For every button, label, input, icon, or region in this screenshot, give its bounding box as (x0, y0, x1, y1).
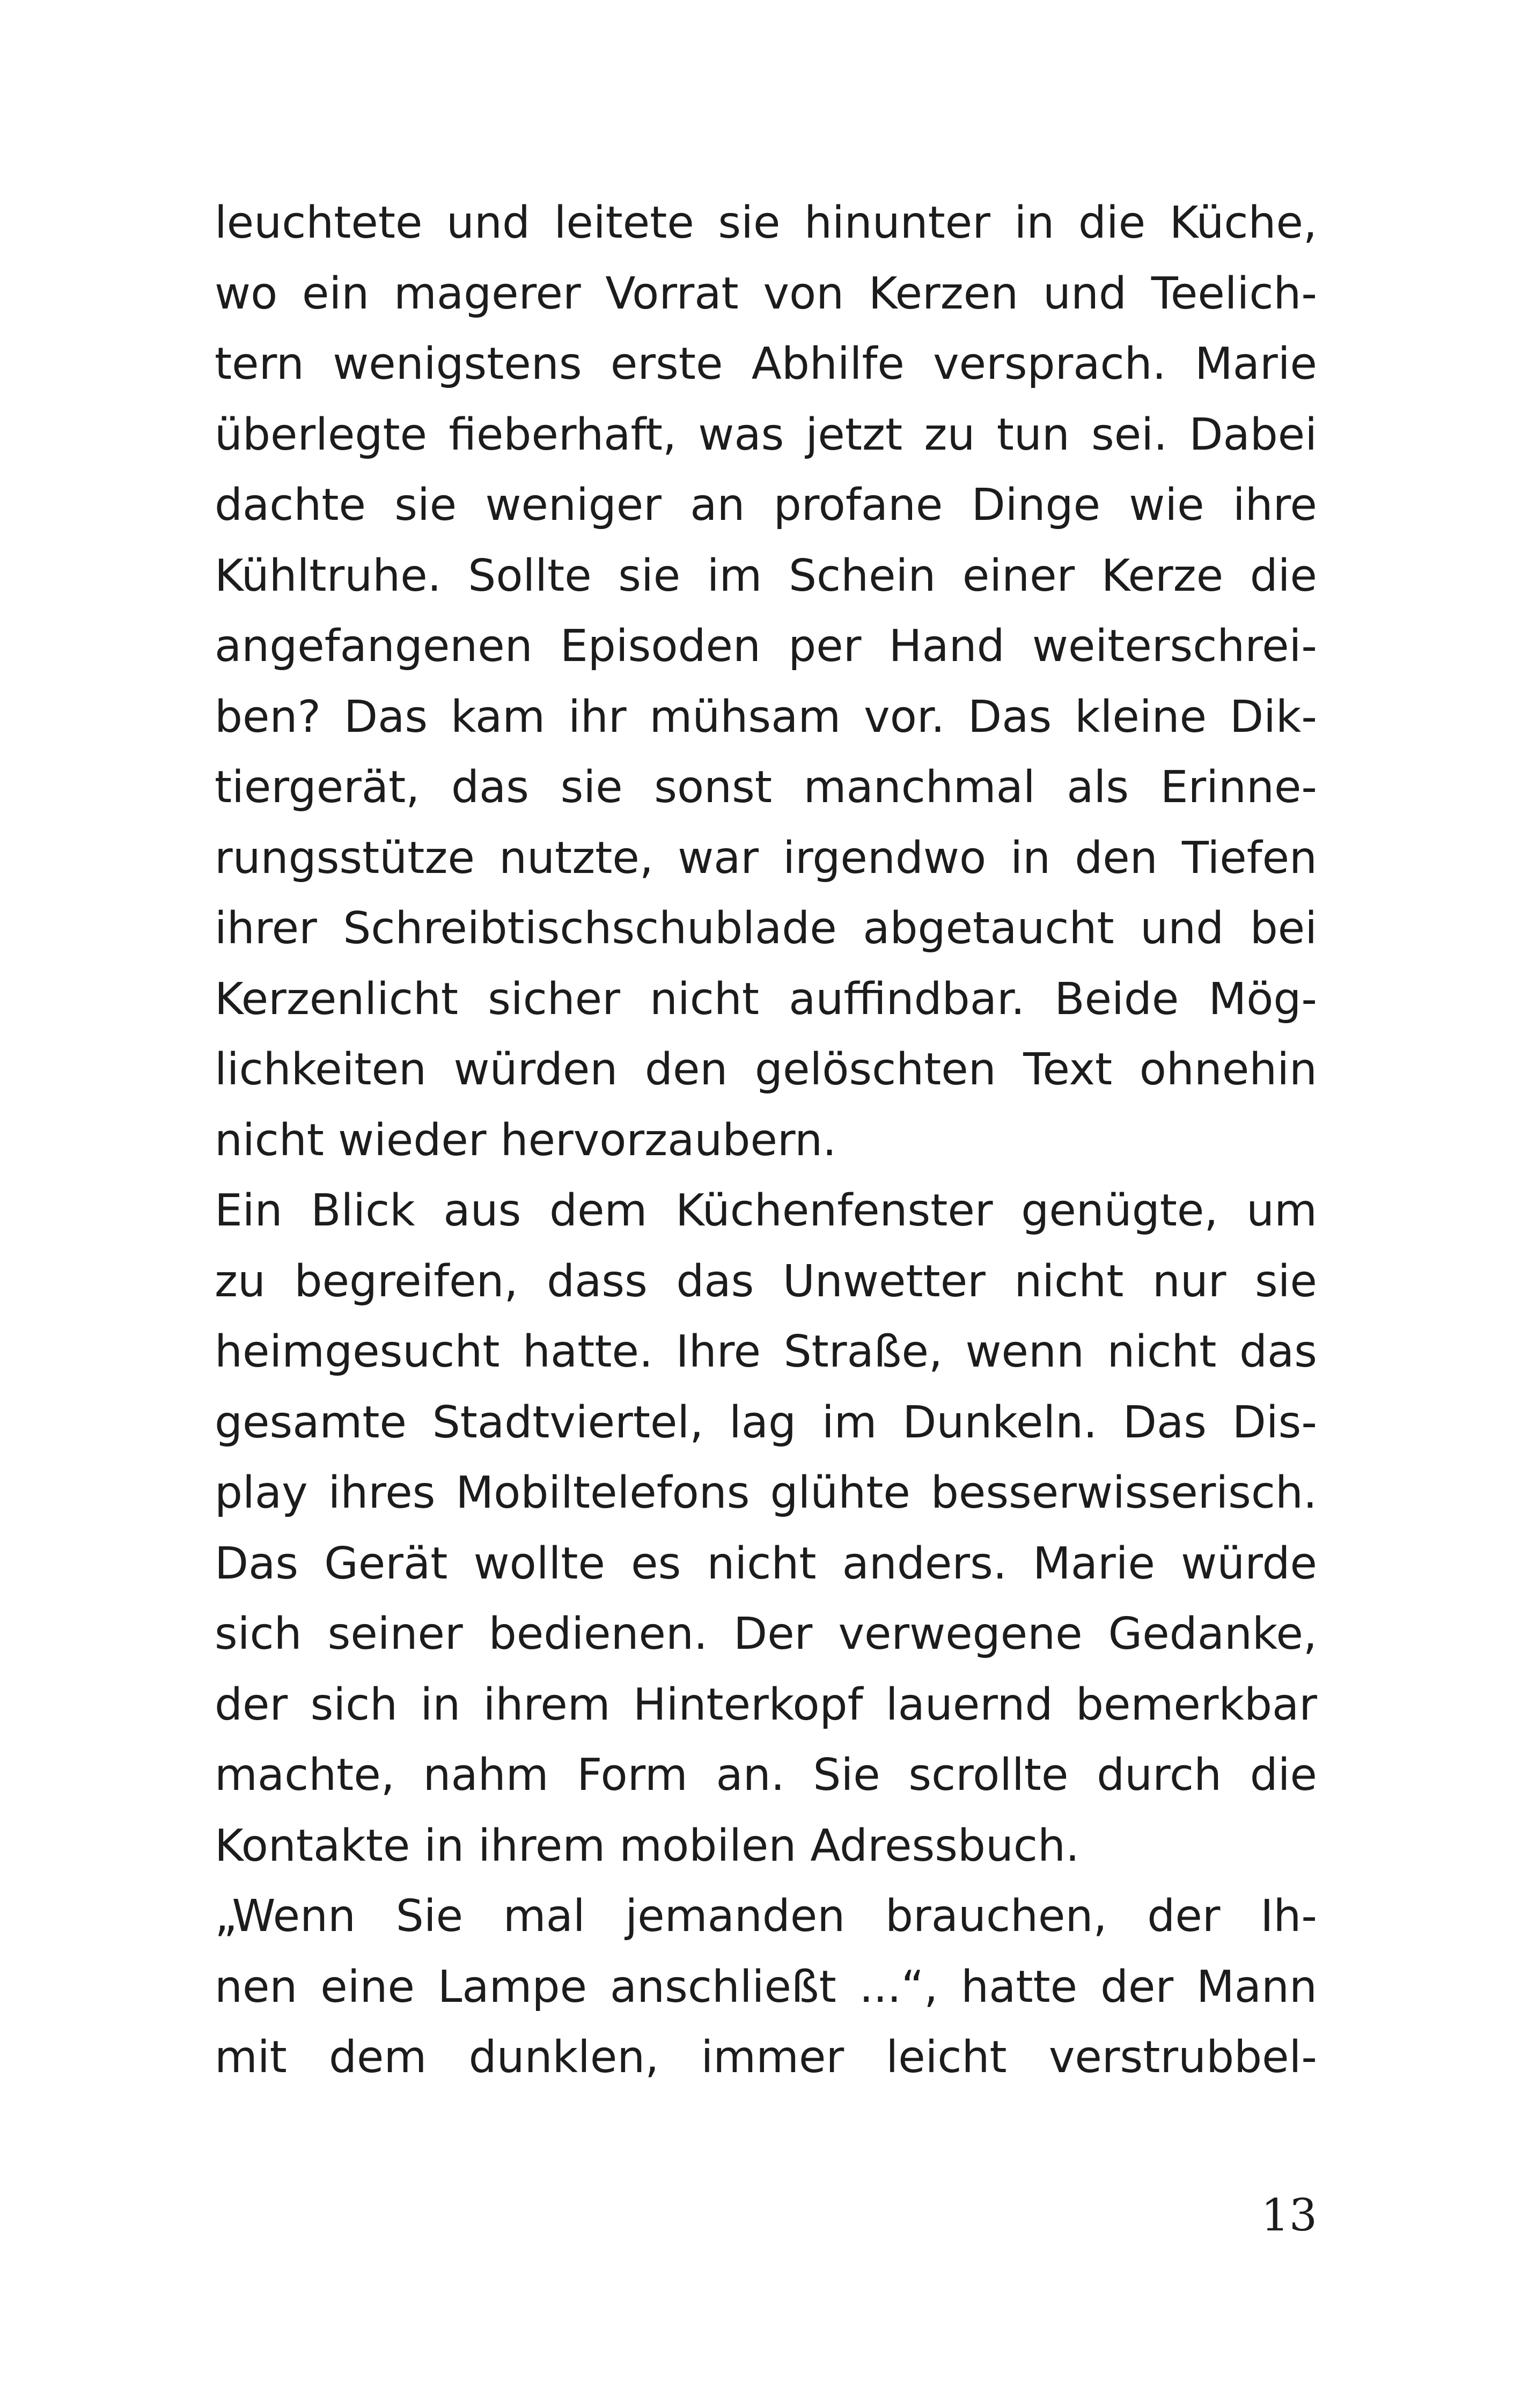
text-line: rungsstütze nutzte, war irgendwo in den Tiefen (215, 832, 1317, 884)
page-number: 13 (1261, 2190, 1317, 2241)
text-line: heimgesucht hatte. Ihre Straße, wenn nicht das (215, 1326, 1317, 1377)
text-line: Das Gerät wollte es nicht anders. Marie würde (215, 1538, 1317, 1589)
text-line: leuchtete und leitete sie hinunter in die Küche, (215, 197, 1317, 248)
text-line: wo ein magerer Vorrat von Kerzen und Teelich- (215, 268, 1317, 319)
text-line: lichkeiten würden den gelöschten Text ohnehin (215, 1044, 1317, 1095)
text-line: nicht wieder hervorzaubern. (215, 1114, 837, 1166)
text-line: überlegte fieberhaft, was jetzt zu tun sei. Dabei (215, 409, 1317, 460)
text-line: zu begreifen, dass das Unwetter nicht nur sie (215, 1256, 1317, 1307)
body-text (215, 188, 1317, 2093)
text-line: nen eine Lampe anschließt ...“, hatte der Mann (215, 1961, 1317, 2013)
text-line: sich seiner bedienen. Der verwegene Gedanke, (215, 1609, 1317, 1660)
text-line: gesamte Stadtviertel, lag im Dunkeln. Das Dis- (215, 1397, 1317, 1448)
text-line: ihrer Schreibtischschublade abgetaucht und bei (215, 903, 1317, 954)
text-line: Kontakte in ihrem mobilen Adressbuch. (215, 1820, 1080, 1871)
text-line: angefangenen Episoden per Hand weiterschrei- (215, 621, 1317, 672)
text-line: machte, nahm Form an. Sie scrollte durch die (215, 1750, 1317, 1801)
text-line: ben? Das kam ihr mühsam vor. Das kleine Dik- (215, 691, 1317, 743)
text-line: dachte sie weniger an profane Dinge wie ihre (215, 480, 1317, 531)
text-line: Kerzenlicht sicher nicht auffindbar. Beide Mög- (215, 973, 1317, 1025)
text-line: „Wenn Sie mal jemanden brauchen, der Ih- (215, 1891, 1317, 1942)
text-line: mit dem dunklen, immer leicht verstrubbel- (215, 2032, 1317, 2083)
text-line: Ein Blick aus dem Küchenfenster genügte, um (215, 1185, 1317, 1236)
text-line: tern wenigstens erste Abhilfe versprach. Marie (215, 339, 1317, 390)
text-line: Kühltruhe. Sollte sie im Schein einer Kerze die (215, 550, 1317, 601)
text-line: play ihres Mobiltelefons glühte besserwisserisch. (215, 1467, 1317, 1518)
text-line: der sich in ihrem Hinterkopf lauernd bemerkbar (215, 1679, 1317, 1730)
text-line: tiergerät, das sie sonst manchmal als Erinne- (215, 762, 1317, 813)
